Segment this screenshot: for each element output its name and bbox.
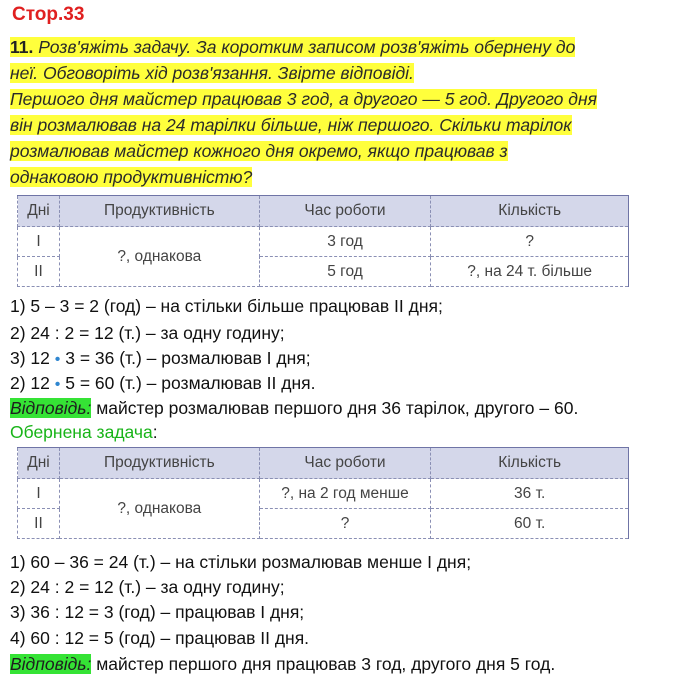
cell-productivity: ?, однакова: [59, 227, 259, 287]
inverse-table: [17, 447, 629, 539]
inverse-task-colon: :: [152, 422, 158, 442]
step-end: 3 = 36 (т.) – розмалював I дня;: [60, 348, 311, 368]
cell-amount: 60 т.: [431, 509, 629, 539]
solution-step: [10, 347, 311, 371]
step-end: 5 = 60 (т.) – розмалював II дня.: [60, 373, 316, 393]
task-line-2: неї. Обговоріть хід розв'язання. Звірте відповіді.: [10, 63, 414, 83]
answer-line: [10, 397, 578, 419]
inverse-task-label: Обернена задача: [10, 422, 153, 442]
solution-step: 3) 36 : 12 = 3 (год) – працював I дня;: [10, 602, 305, 622]
task-line-4: він розмалював на 24 тарілки більше, ніж першого. Скільки тарілок: [10, 115, 572, 135]
step-start: 3) 12: [10, 348, 55, 368]
multiply-dot-icon: •: [54, 376, 61, 393]
solution-step: 2) 24 : 2 = 12 (т.) – за одну годину;: [10, 323, 285, 343]
cell-time: ?, на 2 год менше: [259, 479, 431, 509]
answer-line: [10, 653, 555, 675]
cell-time: ?: [259, 509, 431, 539]
answer-text: майстер першого дня працював 3 год, другого дня 5 год.: [91, 654, 556, 674]
task-line-5: розмалював майстер кожного дня окремо, якщо працював з: [10, 141, 508, 161]
solution-step: 4) 60 : 12 = 5 (год) – працював II дня.: [10, 628, 310, 648]
cell-amount: 36 т.: [431, 479, 629, 509]
cell-day: I: [18, 227, 60, 257]
short-record-table: [17, 195, 629, 287]
answer-text: майстер розмалював першого дня 36 тарілок, другого – 60.: [91, 398, 579, 418]
table-row: [18, 479, 629, 509]
page-number: Стор.33: [12, 4, 85, 25]
cell-productivity: ?, однакова: [59, 479, 259, 539]
cell-time: 3 год: [259, 227, 431, 257]
header-productivity: Продуктивність: [59, 196, 259, 227]
cell-time: 5 год: [259, 257, 431, 287]
task-text: [10, 34, 686, 190]
task-number: 11.: [10, 37, 34, 57]
solution-step: 2) 24 : 2 = 12 (т.) – за одну годину;: [10, 577, 285, 597]
solution-step: 1) 5 – 3 = 2 (год) – на стільки більше працював II дня;: [10, 296, 443, 316]
multiply-dot-icon: •: [54, 351, 61, 368]
answer-label: Відповідь:: [10, 398, 92, 418]
header-days: Дні: [18, 196, 60, 227]
solution-step: 1) 60 – 36 = 24 (т.) – на стільки розмалював менше I дня;: [10, 552, 472, 572]
task-line-1: Розв'яжіть задачу. За коротким записом розв'яжіть обернену до: [38, 37, 576, 57]
cell-day: I: [18, 479, 60, 509]
inverse-task-heading: [10, 421, 158, 443]
header-days: Дні: [18, 448, 60, 479]
cell-day: II: [18, 509, 60, 539]
header-productivity: Продуктивність: [59, 448, 259, 479]
header-amount: Кількість: [431, 196, 629, 227]
solution-step: [10, 372, 315, 396]
answer-label: Відповідь:: [10, 654, 92, 674]
cell-amount: ?, на 24 т. більше: [431, 257, 629, 287]
header-time: Час роботи: [259, 448, 431, 479]
header-time: Час роботи: [259, 196, 431, 227]
step-start: 2) 12: [10, 373, 55, 393]
cell-amount: ?: [431, 227, 629, 257]
task-line-6: однаковою продуктивністю?: [10, 167, 253, 187]
cell-day: II: [18, 257, 60, 287]
task-line-3: Першого дня майстер працював 3 год, а другого — 5 год. Другого дня: [10, 89, 597, 109]
header-amount: Кількість: [431, 448, 629, 479]
table-row: [18, 227, 629, 257]
